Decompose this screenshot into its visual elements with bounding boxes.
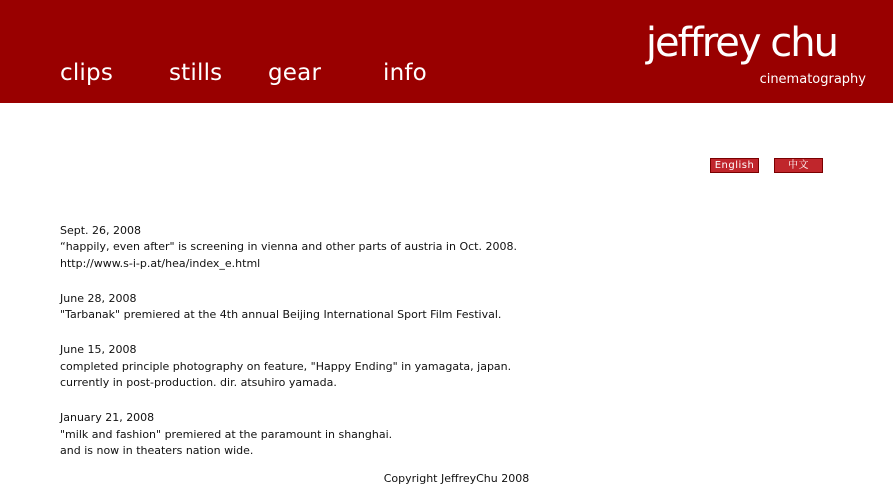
nav-clips-link[interactable]: clips — [60, 60, 114, 86]
news-item — [60, 291, 600, 324]
site-header — [0, 0, 893, 103]
news-text: "Tarbanak" premiered at the 4th annual Beijing International Sport Film Festival. — [60, 308, 502, 322]
language-chinese-button[interactable]: 中文 — [774, 158, 823, 173]
news-text: “happily, even after" is screening in vienna and other parts of austria in Oct. 2008. — [60, 240, 517, 254]
news-item — [60, 410, 600, 459]
nav-stills-link[interactable]: stills — [169, 60, 223, 86]
language-english-button[interactable]: English — [710, 158, 759, 173]
news-date: Sept. 26, 2008 — [60, 224, 142, 237]
news-text: completed principle photography on feature, "Happy Ending" in yamagata, japan. — [60, 359, 512, 373]
news-item — [60, 223, 600, 272]
news-date: June 15, 2008 — [60, 343, 137, 357]
site-logo-title[interactable]: jeffrey chu — [645, 20, 837, 66]
nav-gear-link[interactable]: gear — [268, 60, 322, 86]
news-date: January 21, 2008 — [60, 411, 155, 425]
news-text: currently in post-production. dir. atsuhiro yamada. — [60, 376, 337, 390]
news-item — [60, 342, 600, 391]
news-text: and is now in theaters nation wide. — [60, 443, 254, 457]
site-logo-tagline: cinematography — [759, 72, 866, 87]
news-list — [60, 223, 600, 478]
nav-info-link[interactable]: info — [383, 60, 427, 86]
news-date: June 28, 2008 — [60, 291, 137, 305]
news-link[interactable]: http://www.s-i-p.at/hea/index_e.html — [60, 256, 261, 270]
news-text: "milk and fashion" premiered at the paramount in shanghai. — [60, 427, 393, 441]
copyright-text: Copyright JeffreyChu 2008 — [383, 472, 530, 485]
